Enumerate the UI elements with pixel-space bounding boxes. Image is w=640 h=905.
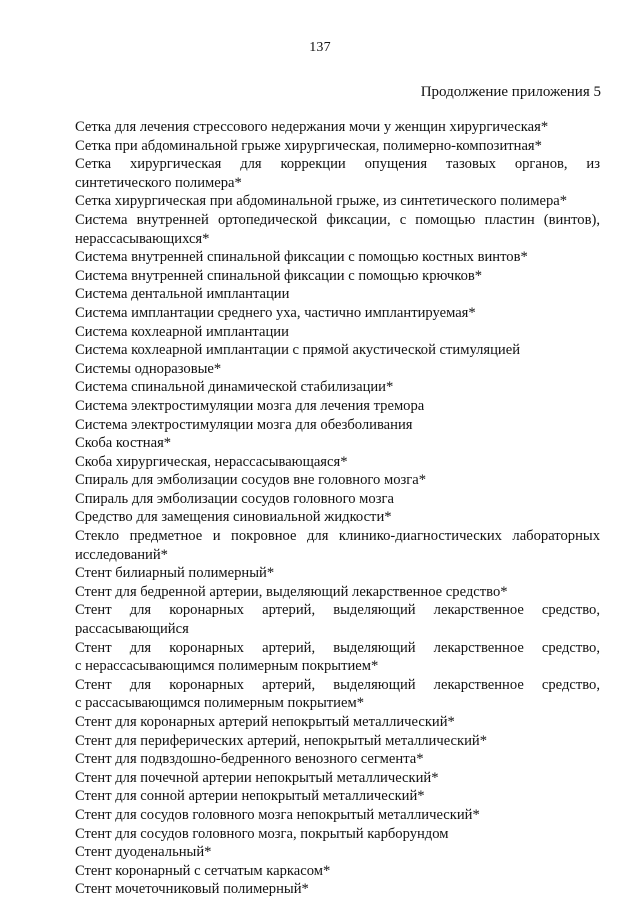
list-item: Стент для подвздошно-бедренного венозного сегмента*	[75, 751, 424, 768]
continuation-header: Продолжение приложения 5	[420, 84, 601, 100]
list-item: Система кохлеарной имплантации с прямой акустической стимуляцией	[75, 342, 521, 359]
list-item	[75, 211, 600, 248]
list-item: Стент дуоденальный*	[75, 844, 212, 861]
list-item-line: синтетического полимера*	[75, 174, 242, 191]
list-item: Система спинальной динамической стабилизации*	[75, 379, 394, 396]
list-item-line: Сетка хирургическая для коррекции опущения тазовых органов, из	[75, 156, 600, 173]
list-item: Система дентальной имплантации	[75, 286, 290, 303]
list-item: Средство для замещения синовиальной жидкости*	[75, 509, 392, 526]
list-item: Система внутренней спинальной фиксации с помощью крючков*	[75, 267, 483, 284]
list-item: Стент коронарный с сетчатым каркасом*	[75, 862, 331, 879]
list-item: Сетка для лечения стрессового недержания мочи у женщин хирургическая*	[75, 119, 549, 135]
list-item: Системы одноразовые*	[75, 360, 222, 377]
list-item: Стент для коронарных артерий непокрытый металлический*	[75, 714, 455, 730]
list-item-line: с нерассасывающимся полимерным покрытием*	[75, 658, 379, 675]
list-item-line: Стекло предметное и покровное для клинико-диагностических лабораторных	[75, 528, 600, 545]
list-item	[75, 676, 600, 713]
list-item: Стент для бедренной артерии, выделяющий лекарственное средство*	[75, 583, 508, 600]
list-item: Стент для сонной артерии непокрытый металлический*	[75, 788, 425, 805]
list-item: Система кохлеарной имплантации	[75, 323, 289, 340]
list-item-line: исследований*	[75, 546, 168, 563]
list-item	[75, 639, 600, 676]
list-item	[75, 155, 600, 192]
list-item: Система электростимуляции мозга для обезболивания	[75, 416, 413, 433]
list-item: Спираль для эмболизации сосудов головного мозга	[75, 490, 394, 507]
list-item: Стент для сосудов головного мозга, покрытый карборундом	[75, 825, 449, 842]
list-item-line: Система внутренней ортопедической фиксации, с помощью пластин (винтов),	[75, 211, 600, 228]
list-item: Сетка при абдоминальной грыже хирургическая, полимерно-композитная*	[75, 137, 542, 154]
list-item: Стент мочеточниковый полимерный*	[75, 881, 309, 898]
list-item: Стент для сосудов головного мозга непокрытый металлический*	[75, 806, 480, 823]
list-item: Спираль для эмболизации сосудов вне головного мозга*	[75, 472, 427, 489]
page-number: 137	[309, 40, 331, 55]
list-item: Стент для периферических артерий, непокрытый металлический*	[75, 732, 488, 749]
list-item-line: рассасывающийся	[75, 621, 189, 638]
list-item	[75, 527, 600, 564]
list-item: Система внутренней спинальной фиксации с помощью костных винтов*	[75, 249, 528, 266]
list-item: Стент билиарный полимерный*	[75, 565, 275, 582]
device-list	[75, 118, 600, 899]
list-item-line: Стент для коронарных артерий, выделяющий лекарственное средство,	[75, 639, 600, 656]
list-item: Сетка хирургическая при абдоминальной грыже, из синтетического полимера*	[75, 193, 568, 210]
list-item-line: Стент для коронарных артерий, выделяющий лекарственное средство,	[75, 602, 600, 619]
list-item-line: Стент для коронарных артерий, выделяющий лекарственное средство,	[75, 676, 600, 693]
list-item	[75, 601, 600, 638]
list-item: Система имплантации среднего уха, частично имплантируемая*	[75, 304, 476, 321]
list-item-line: нерассасывающихся*	[75, 230, 210, 247]
list-item: Скоба костная*	[75, 435, 172, 452]
list-item: Скоба хирургическая, нерассасывающаяся*	[75, 453, 348, 470]
list-item-line: с рассасывающимся полимерным покрытием*	[75, 695, 365, 712]
list-item: Система электростимуляции мозга для лечения тремора	[75, 397, 425, 414]
list-item: Стент для почечной артерии непокрытый металлический*	[75, 769, 439, 786]
